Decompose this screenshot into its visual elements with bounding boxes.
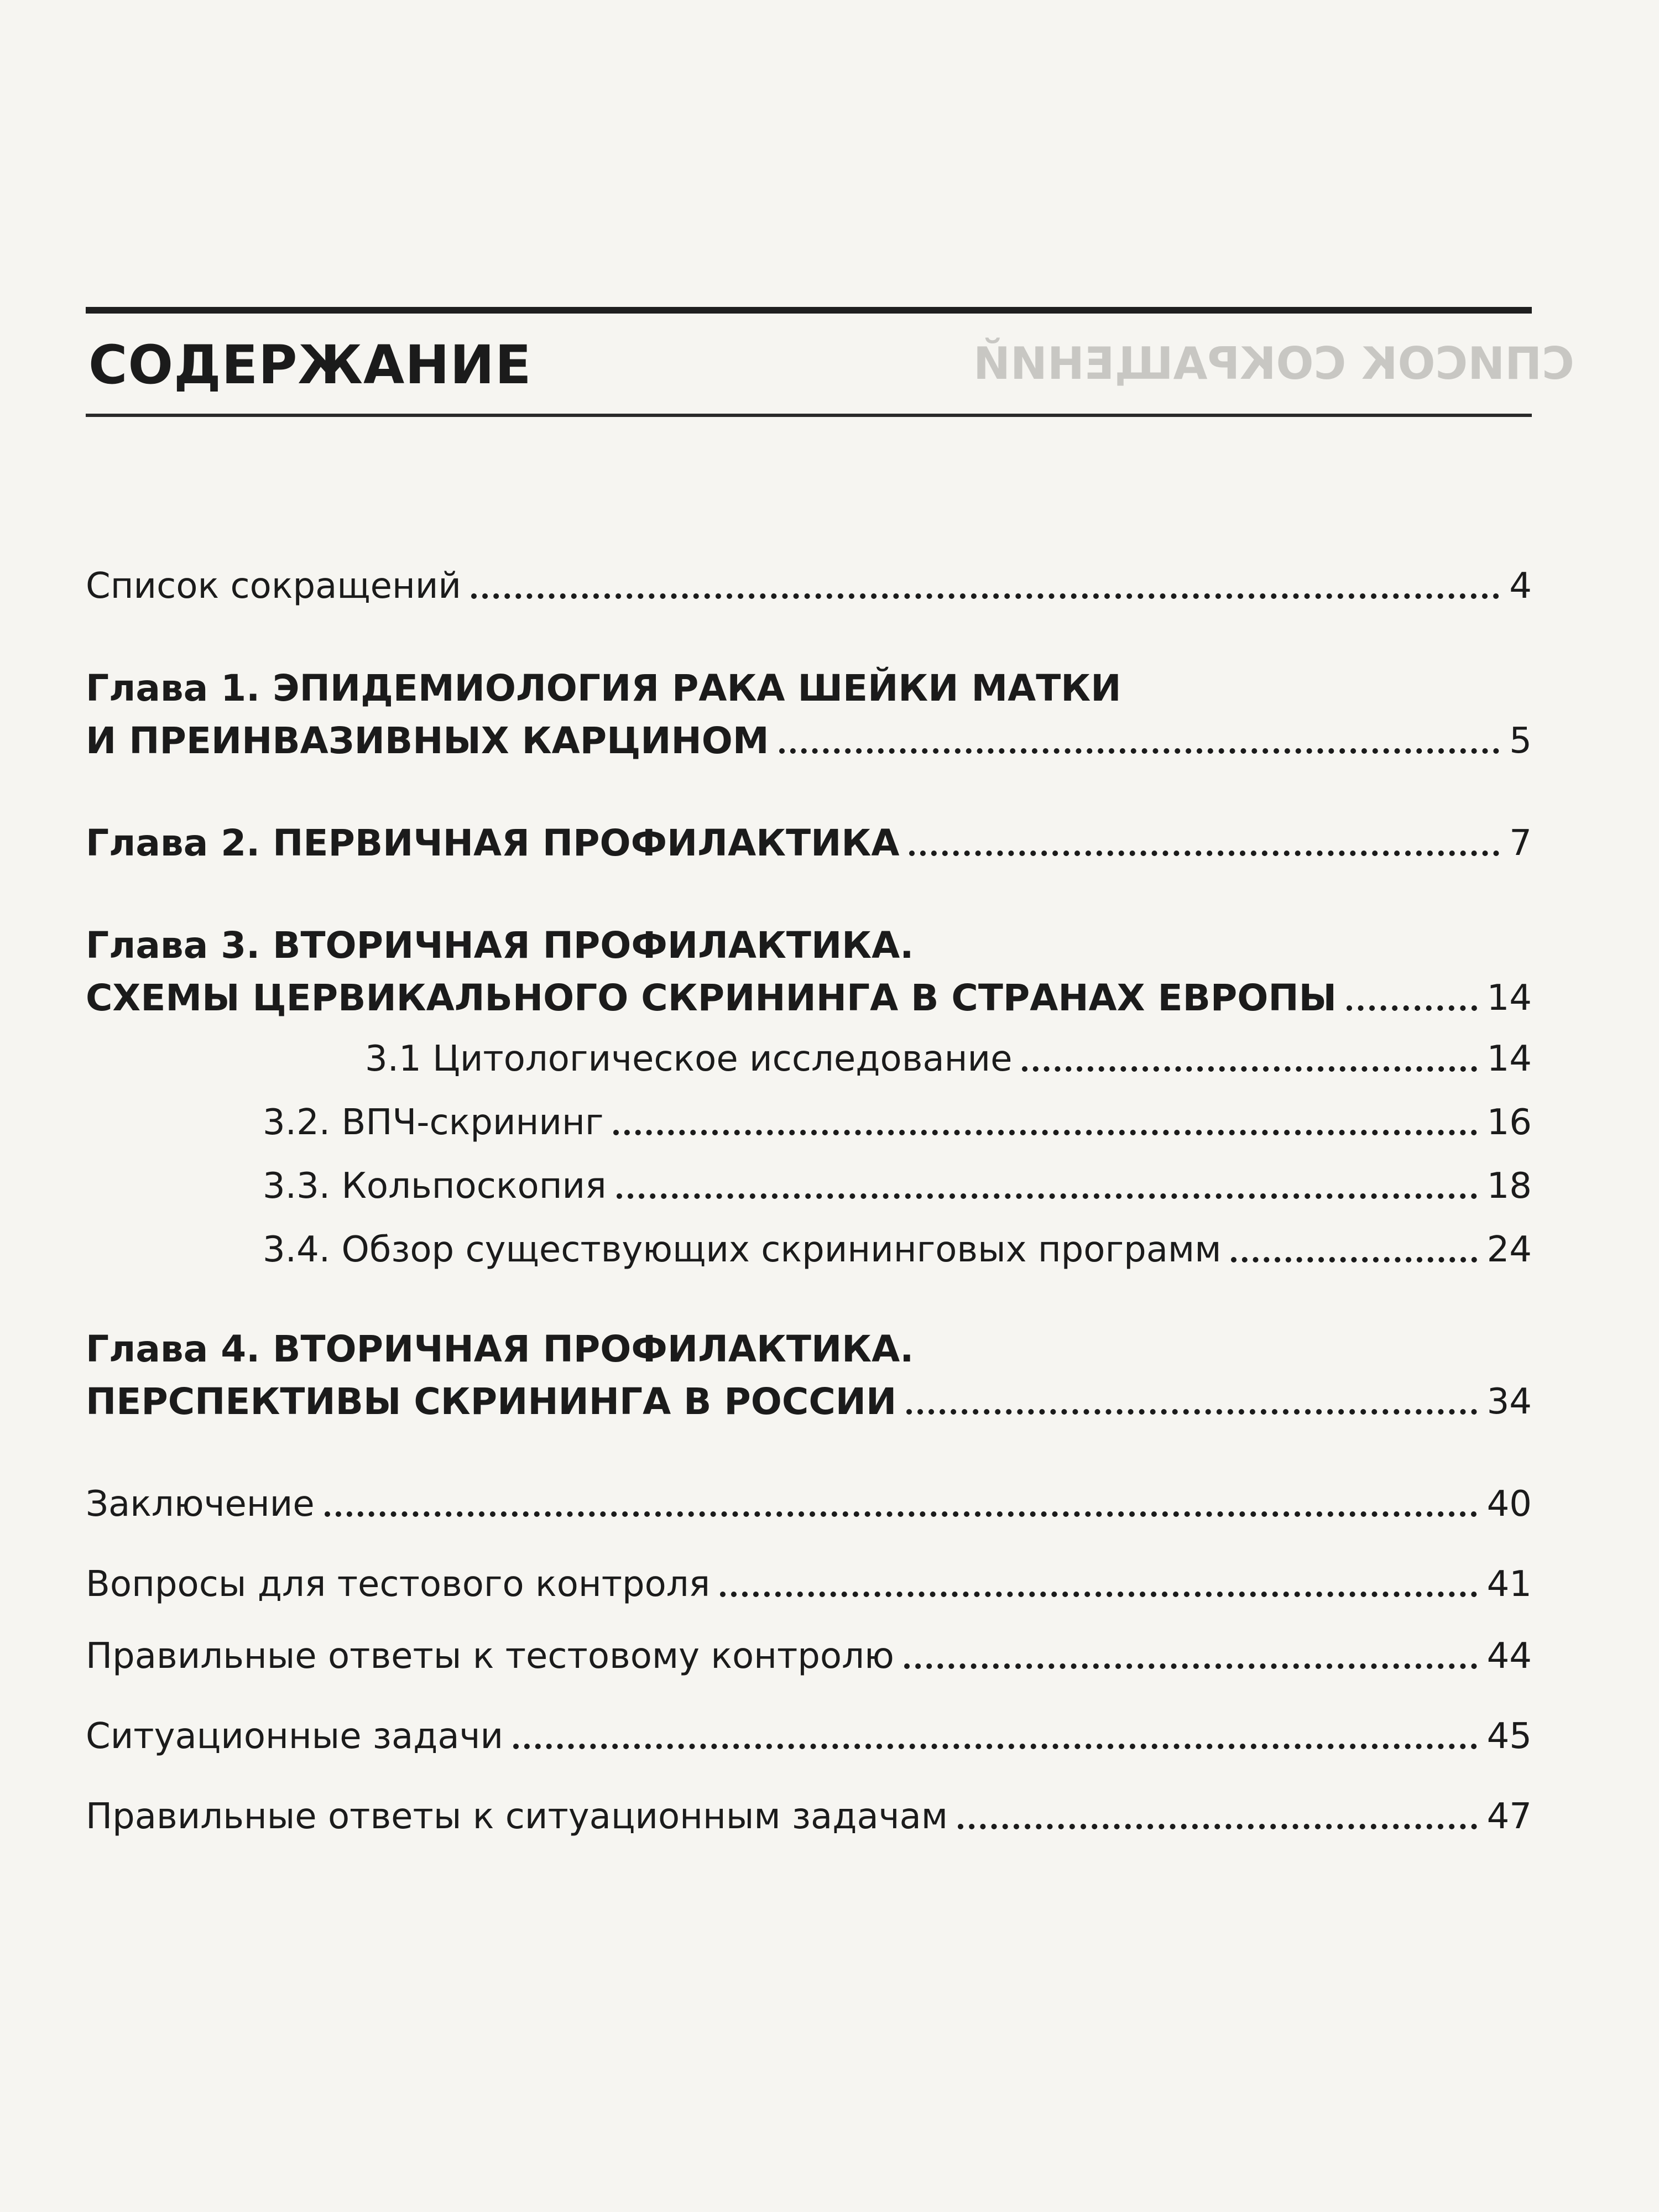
toc-entry-case-answers <box>86 1792 1532 1841</box>
toc-entry-chapter-3 <box>86 973 1532 1023</box>
toc-page-number: 47 <box>1486 1796 1532 1837</box>
dot-leader <box>1231 1256 1477 1262</box>
dot-leader <box>720 1591 1477 1597</box>
toc-page-number: 14 <box>1486 978 1532 1019</box>
dot-leader <box>958 1823 1477 1829</box>
toc-entry-abbreviations <box>86 561 1532 611</box>
page-title: СОДЕРЖАНИЕ <box>88 334 532 396</box>
dot-leader <box>904 1663 1477 1669</box>
dot-leader <box>513 1743 1477 1749</box>
toc-label: СХЕМЫ ЦЕРВИКАЛЬНОГО СКРИНИНГА В СТРАНАХ ЕВРОПЫ <box>86 977 1337 1019</box>
toc-entry-questions <box>86 1559 1532 1609</box>
dot-leader <box>906 1408 1477 1415</box>
toc-entry-section-3-1 <box>365 1034 1532 1084</box>
bleed-through-heading: СПИСОК СОКРАЩЕНИЙ <box>973 338 1574 389</box>
toc-label: 3.3. Кольпоскопия <box>263 1166 607 1207</box>
toc-page-number: 5 <box>1509 721 1532 761</box>
toc-label: Список сокращений <box>86 566 461 607</box>
toc-label: Глава 2. ПЕРВИЧНАЯ ПРОФИЛАКТИКА <box>86 822 900 864</box>
toc-entry-chapter-1 <box>86 716 1532 766</box>
toc-page-number: 40 <box>1486 1484 1532 1525</box>
toc-entry-chapter-4 <box>86 1377 1532 1427</box>
dot-leader <box>779 748 1500 754</box>
dot-leader <box>1022 1066 1477 1072</box>
toc-chapter-3-line-1: Глава 3. ВТОРИЧНАЯ ПРОФИЛАКТИКА. <box>86 924 914 967</box>
toc-page-number: 45 <box>1486 1716 1532 1757</box>
toc-page-number: 16 <box>1486 1102 1532 1143</box>
toc-label: 3.2. ВПЧ-скрининг <box>263 1102 604 1143</box>
toc-label: ПЕРСПЕКТИВЫ СКРИНИНГА В РОССИИ <box>86 1380 897 1423</box>
toc-label: 3.4. Обзор существующих скрининговых программ <box>263 1229 1222 1270</box>
toc-label: Правильные ответы к ситуационным задачам <box>86 1796 948 1837</box>
toc-chapter-1-line-1: Глава 1. ЭПИДЕМИОЛОГИЯ РАКА ШЕЙКИ МАТКИ <box>86 667 1121 709</box>
toc-page-number: 34 <box>1486 1381 1532 1422</box>
toc-chapter-4-line-1: Глава 4. ВТОРИЧНАЯ ПРОФИЛАКТИКА. <box>86 1328 914 1370</box>
toc-label: Заключение <box>86 1484 315 1525</box>
toc-entry-section-3-4 <box>263 1225 1532 1275</box>
toc-entry-chapter-2 <box>86 818 1532 868</box>
toc-entry-section-3-3 <box>263 1161 1532 1211</box>
toc-page-number: 7 <box>1509 823 1532 864</box>
toc-page-number: 14 <box>1486 1039 1532 1079</box>
toc-label: Ситуационные задачи <box>86 1716 504 1757</box>
dot-leader <box>909 850 1499 856</box>
toc-label: И ПРЕИНВАЗИВНЫХ КАРЦИНОМ <box>86 719 769 762</box>
toc-entry-section-3-2 <box>263 1098 1532 1147</box>
toc-label: 3.1 Цитологическое исследование <box>365 1039 1013 1079</box>
toc-page-number: 41 <box>1486 1564 1532 1605</box>
top-rule <box>86 307 1532 314</box>
dot-leader <box>613 1129 1477 1135</box>
toc-label: Вопросы для тестового контроля <box>86 1564 711 1605</box>
toc-page-number: 24 <box>1486 1229 1532 1270</box>
dot-leader <box>471 593 1499 599</box>
toc-entry-case-tasks <box>86 1712 1532 1761</box>
toc-page-number: 4 <box>1509 566 1532 607</box>
toc-entry-test-answers <box>86 1631 1532 1681</box>
title-underline <box>86 414 1532 417</box>
toc-entry-conclusion <box>86 1479 1532 1529</box>
dot-leader <box>1347 1005 1477 1011</box>
toc-page-number: 44 <box>1486 1636 1532 1677</box>
toc-label: Правильные ответы к тестовому контролю <box>86 1636 894 1677</box>
toc-page-number: 18 <box>1486 1166 1532 1207</box>
dot-leader <box>325 1511 1477 1517</box>
dot-leader <box>617 1193 1477 1199</box>
